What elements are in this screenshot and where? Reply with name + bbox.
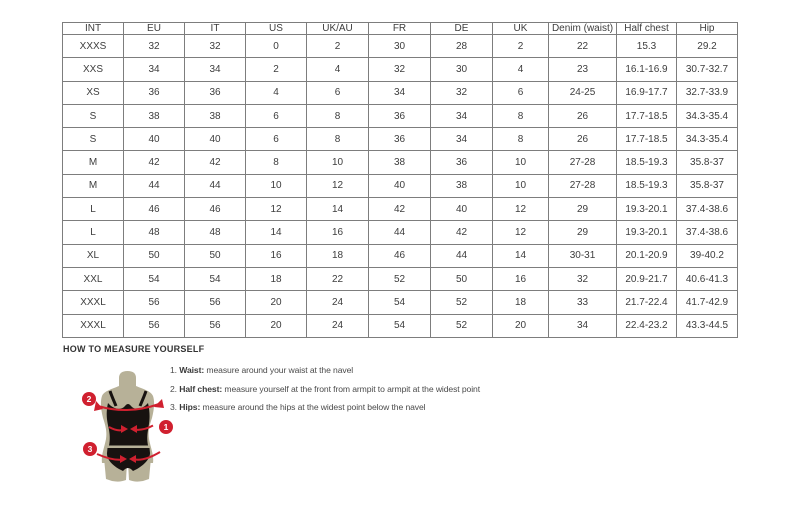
table-cell: 30.7-32.7 bbox=[677, 58, 738, 81]
table-cell: 18.5-19.3 bbox=[617, 151, 677, 174]
table-cell: 12 bbox=[307, 174, 369, 197]
table-row bbox=[63, 291, 738, 314]
table-cell: 40 bbox=[185, 128, 246, 151]
table-cell: 6 bbox=[307, 81, 369, 104]
table-cell: 6 bbox=[246, 128, 307, 151]
table-cell: 8 bbox=[307, 128, 369, 151]
table-cell: 4 bbox=[246, 81, 307, 104]
header-cell: FR bbox=[369, 23, 431, 35]
table-cell: 10 bbox=[307, 151, 369, 174]
instruction-number: 2. bbox=[170, 383, 180, 394]
table-cell: 8 bbox=[307, 104, 369, 127]
instruction-number: 1. bbox=[170, 365, 180, 375]
table-cell: 40 bbox=[124, 128, 185, 151]
table-cell: 32 bbox=[124, 35, 185, 58]
instruction-label: Half chest: bbox=[179, 383, 223, 394]
badge-hips bbox=[83, 442, 97, 456]
table-cell: 56 bbox=[124, 291, 185, 314]
header-cell: US bbox=[246, 23, 307, 35]
table-cell: XXXS bbox=[63, 35, 124, 58]
table-cell: 36 bbox=[431, 151, 493, 174]
table-row bbox=[63, 221, 738, 244]
table-cell: 30 bbox=[431, 58, 493, 81]
table-row bbox=[63, 128, 738, 151]
table-cell: 12 bbox=[493, 221, 549, 244]
table-cell: 12 bbox=[246, 198, 307, 221]
table-cell: 4 bbox=[493, 58, 549, 81]
table-cell: 44 bbox=[185, 174, 246, 197]
table-cell: 54 bbox=[185, 267, 246, 290]
table-cell: 56 bbox=[185, 291, 246, 314]
table-cell: 42 bbox=[185, 151, 246, 174]
table-cell: 2 bbox=[493, 35, 549, 58]
table-cell: XXXL bbox=[63, 291, 124, 314]
table-cell: 29 bbox=[549, 198, 617, 221]
table-cell: 44 bbox=[124, 174, 185, 197]
table-cell: 43.3-44.5 bbox=[677, 314, 738, 337]
table-cell: 34 bbox=[124, 58, 185, 81]
table-cell: 27-28 bbox=[549, 174, 617, 197]
header-cell: INT bbox=[63, 23, 124, 35]
instruction-label: Hips: bbox=[179, 402, 201, 413]
badge-hips-number: 3 bbox=[87, 444, 93, 454]
table-row bbox=[63, 174, 738, 197]
table-cell: 24 bbox=[307, 291, 369, 314]
table-cell: 23 bbox=[549, 58, 617, 81]
table-row bbox=[63, 267, 738, 290]
table-cell: XS bbox=[63, 81, 124, 104]
table-cell: 34 bbox=[549, 314, 617, 337]
table-cell: 38 bbox=[431, 174, 493, 197]
table-cell: XXS bbox=[63, 58, 124, 81]
table-row bbox=[63, 314, 738, 337]
table-row bbox=[63, 198, 738, 221]
table-row bbox=[63, 58, 738, 81]
header-cell: DE bbox=[431, 23, 493, 35]
table-cell: 28 bbox=[431, 35, 493, 58]
table-cell: L bbox=[63, 221, 124, 244]
table-row bbox=[63, 35, 738, 58]
table-cell: 22.4-23.2 bbox=[617, 314, 677, 337]
table-cell: 32 bbox=[369, 58, 431, 81]
table-row bbox=[63, 244, 738, 267]
table-cell: 29.2 bbox=[677, 35, 738, 58]
table-cell: 35.8-37 bbox=[677, 151, 738, 174]
table-cell: 48 bbox=[185, 221, 246, 244]
header-cell: UK bbox=[493, 23, 549, 35]
table-cell: 2 bbox=[246, 58, 307, 81]
table-cell: 38 bbox=[185, 104, 246, 127]
table-cell: 10 bbox=[493, 174, 549, 197]
table-cell: 40.6-41.3 bbox=[677, 267, 738, 290]
header-cell: Denim (waist) bbox=[549, 23, 617, 35]
header-cell: Half chest bbox=[617, 23, 677, 35]
table-cell: 6 bbox=[246, 104, 307, 127]
table-cell: 50 bbox=[185, 244, 246, 267]
table-cell: 18 bbox=[493, 291, 549, 314]
table-cell: 6 bbox=[493, 81, 549, 104]
table-cell: 8 bbox=[246, 151, 307, 174]
table-cell: 29 bbox=[549, 221, 617, 244]
table-cell: 15.3 bbox=[617, 35, 677, 58]
table-cell: 52 bbox=[369, 267, 431, 290]
table-cell: 41.7-42.9 bbox=[677, 291, 738, 314]
table-cell: 16.9-17.7 bbox=[617, 81, 677, 104]
instruction-text: measure around your waist at the navel bbox=[204, 365, 354, 375]
measure-figure bbox=[75, 368, 185, 503]
table-cell: 50 bbox=[431, 267, 493, 290]
table-cell: 52 bbox=[431, 314, 493, 337]
table-cell: 48 bbox=[124, 221, 185, 244]
table-cell: 35.8-37 bbox=[677, 174, 738, 197]
table-cell: 36 bbox=[369, 104, 431, 127]
table-cell: 44 bbox=[431, 244, 493, 267]
table-cell: 8 bbox=[493, 128, 549, 151]
table-cell: 46 bbox=[124, 198, 185, 221]
table-cell: 46 bbox=[185, 198, 246, 221]
badge-waist bbox=[159, 420, 173, 434]
table-cell: 34 bbox=[431, 104, 493, 127]
header-row bbox=[63, 23, 738, 35]
table-cell: 16 bbox=[246, 244, 307, 267]
table-cell: 4 bbox=[307, 58, 369, 81]
table-cell: 54 bbox=[369, 314, 431, 337]
table-cell: 39-40.2 bbox=[677, 244, 738, 267]
size-chart-table bbox=[62, 22, 738, 338]
table-cell: 33 bbox=[549, 291, 617, 314]
table-cell: 10 bbox=[493, 151, 549, 174]
table-cell: 37.4-38.6 bbox=[677, 198, 738, 221]
table-cell: 20 bbox=[246, 314, 307, 337]
instruction-label: Waist: bbox=[179, 365, 205, 375]
table-cell: 40 bbox=[369, 174, 431, 197]
table-cell: 26 bbox=[549, 104, 617, 127]
table-row bbox=[63, 151, 738, 174]
table-cell: S bbox=[63, 104, 124, 127]
table-cell: 42 bbox=[124, 151, 185, 174]
header-cell: Hip bbox=[677, 23, 738, 35]
badge-chest-number: 2 bbox=[86, 394, 92, 404]
table-cell: XXXL bbox=[63, 314, 124, 337]
table-cell: 34 bbox=[185, 58, 246, 81]
table-cell: 38 bbox=[124, 104, 185, 127]
table-cell: M bbox=[63, 174, 124, 197]
table-cell: 34 bbox=[369, 81, 431, 104]
table-cell: 30 bbox=[369, 35, 431, 58]
table-cell: 36 bbox=[369, 128, 431, 151]
table-cell: L bbox=[63, 198, 124, 221]
table-cell: 44 bbox=[369, 221, 431, 244]
table-cell: 36 bbox=[124, 81, 185, 104]
table-cell: 16 bbox=[493, 267, 549, 290]
table-cell: 20 bbox=[246, 291, 307, 314]
table-cell: 34 bbox=[431, 128, 493, 151]
table-row bbox=[63, 104, 738, 127]
table-cell: M bbox=[63, 151, 124, 174]
table-cell: 34.3-35.4 bbox=[677, 104, 738, 127]
instruction-number: 3. bbox=[170, 402, 180, 413]
table-cell: 17.7-18.5 bbox=[617, 128, 677, 151]
table-row bbox=[63, 81, 738, 104]
table-cell: 24-25 bbox=[549, 81, 617, 104]
table-cell: 42 bbox=[431, 221, 493, 244]
table-cell: 27-28 bbox=[549, 151, 617, 174]
header-cell: IT bbox=[185, 23, 246, 35]
table-cell: 30-31 bbox=[549, 244, 617, 267]
table-cell: 32 bbox=[549, 267, 617, 290]
table-cell: 50 bbox=[124, 244, 185, 267]
table-cell: 19.3-20.1 bbox=[617, 198, 677, 221]
table-cell: 22 bbox=[549, 35, 617, 58]
table-cell: 26 bbox=[549, 128, 617, 151]
header-cell: EU bbox=[124, 23, 185, 35]
instruction-line bbox=[170, 361, 480, 380]
table-cell: 10 bbox=[246, 174, 307, 197]
header-cell: UK/AU bbox=[307, 23, 369, 35]
table-cell: 21.7-22.4 bbox=[617, 291, 677, 314]
table-cell: 12 bbox=[493, 198, 549, 221]
table-cell: 37.4-38.6 bbox=[677, 221, 738, 244]
instruction-text: measure around the hips at the widest point below the navel bbox=[200, 402, 426, 413]
measure-tape-chest-arrow-right bbox=[154, 399, 164, 408]
table-cell: 42 bbox=[369, 198, 431, 221]
table-cell: 14 bbox=[246, 221, 307, 244]
measure-guide-title: HOW TO MEASURE YOURSELF bbox=[63, 344, 205, 354]
instruction-line bbox=[170, 398, 480, 417]
table-cell: 16 bbox=[307, 221, 369, 244]
table-cell: 22 bbox=[307, 267, 369, 290]
table-cell: 0 bbox=[246, 35, 307, 58]
table-cell: 38 bbox=[369, 151, 431, 174]
table-cell: 32 bbox=[185, 35, 246, 58]
size-chart-body bbox=[63, 35, 738, 338]
table-cell: S bbox=[63, 128, 124, 151]
table-cell: 18.5-19.3 bbox=[617, 174, 677, 197]
instruction-text: measure yourself at the front from armpit to armpit at the widest point bbox=[222, 383, 480, 394]
table-cell: 14 bbox=[307, 198, 369, 221]
table-cell: 46 bbox=[369, 244, 431, 267]
table-cell: 54 bbox=[369, 291, 431, 314]
table-cell: 54 bbox=[124, 267, 185, 290]
table-cell: 16.1-16.9 bbox=[617, 58, 677, 81]
measure-instructions bbox=[170, 361, 480, 417]
size-chart-section bbox=[62, 22, 738, 338]
table-cell: 56 bbox=[124, 314, 185, 337]
table-cell: 8 bbox=[493, 104, 549, 127]
table-cell: 56 bbox=[185, 314, 246, 337]
table-cell: 24 bbox=[307, 314, 369, 337]
table-cell: 52 bbox=[431, 291, 493, 314]
instruction-line bbox=[170, 380, 480, 399]
table-cell: 20 bbox=[493, 314, 549, 337]
table-cell: 14 bbox=[493, 244, 549, 267]
table-cell: 40 bbox=[431, 198, 493, 221]
table-cell: 18 bbox=[307, 244, 369, 267]
table-cell: 20.9-21.7 bbox=[617, 267, 677, 290]
table-cell: XXL bbox=[63, 267, 124, 290]
table-cell: 2 bbox=[307, 35, 369, 58]
table-cell: XL bbox=[63, 244, 124, 267]
table-cell: 20.1-20.9 bbox=[617, 244, 677, 267]
table-cell: 32 bbox=[431, 81, 493, 104]
table-cell: 34.3-35.4 bbox=[677, 128, 738, 151]
table-cell: 32.7-33.9 bbox=[677, 81, 738, 104]
table-cell: 18 bbox=[246, 267, 307, 290]
table-cell: 17.7-18.5 bbox=[617, 104, 677, 127]
size-chart-header bbox=[63, 23, 738, 35]
table-cell: 36 bbox=[185, 81, 246, 104]
table-cell: 19.3-20.1 bbox=[617, 221, 677, 244]
badge-waist-number: 1 bbox=[163, 422, 169, 432]
badge-chest bbox=[82, 392, 96, 406]
